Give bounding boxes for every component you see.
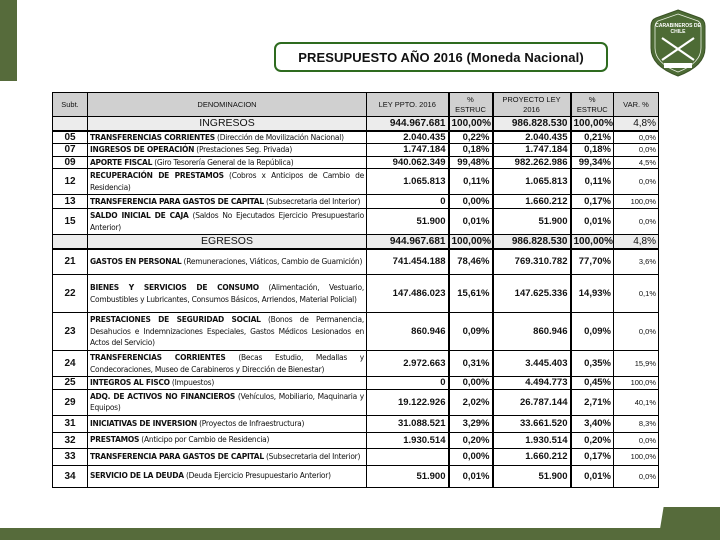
table-row bbox=[53, 249, 659, 275]
row-subt-code: 25 bbox=[53, 377, 88, 390]
row-subt-code: 05 bbox=[53, 131, 88, 144]
row-denominacion-detail: (Prestaciones Seg. Privada) bbox=[194, 145, 293, 154]
row-denominacion-title: TRANSFERENCIA PARA GASTOS DE CAPITAL bbox=[90, 451, 264, 461]
row-denominacion bbox=[88, 275, 367, 313]
row-denominacion-detail: (Alimentación, Vestuario, Combustibles y Lubricantes, Consumos Básicos, Arriendos, Material Policial) bbox=[90, 283, 364, 304]
page-title: PRESUPUESTO AÑO 2016 (Moneda Nacional) bbox=[274, 42, 608, 72]
carabineros-shield-logo-icon bbox=[648, 8, 708, 78]
row-subt-code: 22 bbox=[53, 275, 88, 313]
row-denominacion-title: TRANSFERENCIAS CORRIENTES bbox=[90, 353, 226, 362]
row-subt-code: 32 bbox=[53, 432, 88, 448]
row-pct-proyecto: 0,45% bbox=[571, 377, 614, 390]
row-proyecto: 33.661.520 bbox=[493, 415, 571, 432]
row-proyecto: 982.262.986 bbox=[493, 156, 571, 169]
table-row bbox=[53, 144, 659, 157]
row-denominacion-title: TRANSFERENCIAS CORRIENTES bbox=[90, 132, 215, 142]
row-pct-proyecto: 0,01% bbox=[571, 209, 614, 235]
row-proyecto: 1.065.813 bbox=[493, 169, 571, 195]
row-var: 0,0% bbox=[614, 131, 659, 144]
row-denominacion-detail: (Dirección de Movilización Nacional) bbox=[214, 132, 344, 142]
table-header-row bbox=[53, 93, 659, 117]
row-denominacion-title: TRANSFERENCIA PARA GASTOS DE CAPITAL bbox=[90, 196, 264, 206]
section-pct-ley-total: 100,00% bbox=[449, 117, 493, 131]
row-denominacion-detail: (Subsecretaria del Interior) bbox=[263, 451, 361, 461]
table-row bbox=[53, 156, 659, 169]
table-row bbox=[53, 432, 659, 448]
row-pct-proyecto: 3,40% bbox=[571, 415, 614, 432]
row-pct-ley: 0,00% bbox=[449, 448, 493, 465]
row-denominacion-detail: (Bonos de Permanencia, Desahucios e Indemnizaciones Especiales, Gastos Médicos Lesionados en Actos del Servicio) bbox=[90, 315, 364, 348]
row-denominacion bbox=[88, 144, 367, 157]
row-denominacion-detail: (Saldos No Ejecutados Ejercicio Presupuestario Anterior) bbox=[90, 211, 364, 232]
section-subt-empty bbox=[53, 235, 88, 249]
row-proyecto: 26.787.144 bbox=[493, 389, 571, 415]
row-proyecto: 1.660.212 bbox=[493, 195, 571, 209]
budget-table bbox=[52, 92, 659, 488]
row-ley-ppto bbox=[367, 448, 449, 465]
svg-text:CHILE: CHILE bbox=[670, 29, 686, 35]
header-denominacion: DENOMINACION bbox=[88, 93, 367, 117]
section-ley-total: 944.967.681 bbox=[367, 235, 449, 249]
row-proyecto: 1.930.514 bbox=[493, 432, 571, 448]
table-row bbox=[53, 195, 659, 209]
row-denominacion bbox=[88, 156, 367, 169]
row-denominacion-detail: (Proyectos de Infraestructura) bbox=[196, 418, 305, 428]
row-ley-ppto: 1.065.813 bbox=[367, 169, 449, 195]
row-ley-ppto: 1.930.514 bbox=[367, 432, 449, 448]
section-var-total: 4,8% bbox=[614, 235, 659, 249]
row-pct-ley: 2,02% bbox=[449, 389, 493, 415]
row-ley-ppto: 31.088.521 bbox=[367, 415, 449, 432]
row-proyecto: 147.625.336 bbox=[493, 275, 571, 313]
header-var-pct: VAR. % bbox=[614, 93, 659, 117]
table-row bbox=[53, 313, 659, 351]
row-pct-ley: 99,48% bbox=[449, 156, 493, 169]
section-var-total: 4,8% bbox=[614, 117, 659, 131]
section-label: EGRESOS bbox=[88, 235, 367, 249]
row-denominacion bbox=[88, 415, 367, 432]
egresos-section-row bbox=[53, 235, 659, 249]
row-subt-code: 29 bbox=[53, 389, 88, 415]
row-var: 4,5% bbox=[614, 156, 659, 169]
row-var: 100,0% bbox=[614, 195, 659, 209]
row-ley-ppto: 1.747.184 bbox=[367, 144, 449, 157]
section-pct-ley-total: 100,00% bbox=[449, 235, 493, 249]
row-denominacion bbox=[88, 169, 367, 195]
row-denominacion bbox=[88, 195, 367, 209]
header-pct-estruc-proyecto: % ESTRUC bbox=[571, 93, 614, 117]
row-pct-proyecto: 99,34% bbox=[571, 156, 614, 169]
row-var: 0,0% bbox=[614, 465, 659, 487]
row-denominacion-title: RECUPERACIÓN DE PRESTAMOS bbox=[90, 171, 224, 180]
row-subt-code: 31 bbox=[53, 415, 88, 432]
row-subt-code: 24 bbox=[53, 351, 88, 377]
row-proyecto: 860.946 bbox=[493, 313, 571, 351]
row-denominacion-detail: (Impuestos) bbox=[169, 378, 215, 387]
header-pct-estruc-ley: % ESTRUC bbox=[449, 93, 493, 117]
row-ley-ppto: 741.454.188 bbox=[367, 249, 449, 275]
row-denominacion bbox=[88, 432, 367, 448]
row-denominacion-detail: (Cobros x Anticipos de Cambio de Residencia) bbox=[90, 171, 364, 192]
row-proyecto: 769.310.782 bbox=[493, 249, 571, 275]
row-denominacion bbox=[88, 465, 367, 487]
row-denominacion-detail: (Giro Tesorería General de la República) bbox=[152, 157, 294, 167]
section-pct-proyecto-total: 100,00% bbox=[571, 235, 614, 249]
row-denominacion-title: SALDO INICIAL DE CAJA bbox=[90, 211, 189, 220]
row-subt-code: 09 bbox=[53, 156, 88, 169]
row-denominacion-title: BIENES Y SERVICIOS DE CONSUMO bbox=[90, 283, 259, 292]
row-pct-proyecto: 0,18% bbox=[571, 144, 614, 157]
row-ley-ppto: 940.062.349 bbox=[367, 156, 449, 169]
row-pct-proyecto: 0,35% bbox=[571, 351, 614, 377]
row-subt-code: 33 bbox=[53, 448, 88, 465]
row-pct-proyecto: 0,09% bbox=[571, 313, 614, 351]
row-pct-proyecto: 2,71% bbox=[571, 389, 614, 415]
row-subt-code: 07 bbox=[53, 144, 88, 157]
row-denominacion-title: PRESTAMOS bbox=[90, 435, 140, 445]
row-denominacion-title: GASTOS EN PERSONAL bbox=[90, 257, 182, 266]
row-subt-code: 15 bbox=[53, 209, 88, 235]
row-ley-ppto: 0 bbox=[367, 377, 449, 390]
row-pct-ley: 0,01% bbox=[449, 465, 493, 487]
row-proyecto: 4.494.773 bbox=[493, 377, 571, 390]
header-subt: Subt. bbox=[53, 93, 88, 117]
row-denominacion-detail: (Becas Estudio, Medallas y Condecoraciones, Museo de Carabineros y Dirección de Bienestar) bbox=[90, 353, 364, 374]
bottom-right-green-tab bbox=[660, 507, 720, 529]
row-proyecto: 51.900 bbox=[493, 209, 571, 235]
row-ley-ppto: 2.972.663 bbox=[367, 351, 449, 377]
section-proyecto-total: 986.828.530 bbox=[493, 117, 571, 131]
row-var: 0,0% bbox=[614, 169, 659, 195]
row-pct-ley: 0,18% bbox=[449, 144, 493, 157]
row-var: 100,0% bbox=[614, 448, 659, 465]
row-denominacion bbox=[88, 351, 367, 377]
row-var: 0,0% bbox=[614, 144, 659, 157]
row-pct-ley: 0,00% bbox=[449, 195, 493, 209]
row-proyecto: 2.040.435 bbox=[493, 131, 571, 144]
row-var: 0,0% bbox=[614, 209, 659, 235]
row-pct-ley: 0,22% bbox=[449, 131, 493, 144]
row-ley-ppto: 19.122.926 bbox=[367, 389, 449, 415]
row-ley-ppto: 2.040.435 bbox=[367, 131, 449, 144]
row-denominacion bbox=[88, 209, 367, 235]
row-pct-proyecto: 77,70% bbox=[571, 249, 614, 275]
row-var: 15,9% bbox=[614, 351, 659, 377]
row-denominacion-title: APORTE FISCAL bbox=[90, 157, 153, 167]
row-denominacion bbox=[88, 389, 367, 415]
table-row bbox=[53, 275, 659, 313]
section-proyecto-total: 986.828.530 bbox=[493, 235, 571, 249]
row-pct-ley: 0,31% bbox=[449, 351, 493, 377]
row-proyecto: 51.900 bbox=[493, 465, 571, 487]
row-var: 3,6% bbox=[614, 249, 659, 275]
section-pct-proyecto-total: 100,00% bbox=[571, 117, 614, 131]
row-var: 40,1% bbox=[614, 389, 659, 415]
bottom-green-bar bbox=[0, 528, 720, 540]
row-denominacion bbox=[88, 377, 367, 390]
row-subt-code: 13 bbox=[53, 195, 88, 209]
row-denominacion-title: ADQ. DE ACTIVOS NO FINANCIEROS bbox=[90, 391, 236, 401]
row-denominacion-detail: (Vehículos, Mobiliario, Maquinaria y Equipos) bbox=[90, 391, 364, 412]
header-proyecto-ley: PROYECTO LEY 2016 bbox=[493, 93, 571, 117]
row-pct-ley: 0,20% bbox=[449, 432, 493, 448]
row-pct-proyecto: 0,17% bbox=[571, 195, 614, 209]
row-proyecto: 3.445.403 bbox=[493, 351, 571, 377]
left-green-accent-bar bbox=[0, 0, 17, 81]
row-ley-ppto: 147.486.023 bbox=[367, 275, 449, 313]
row-denominacion-detail: (Deuda Ejercicio Presupuestario Anterior) bbox=[183, 471, 331, 481]
row-proyecto: 1.660.212 bbox=[493, 448, 571, 465]
row-denominacion-detail: (Remuneraciones, Viáticos, Cambio de Guarnición) bbox=[181, 257, 363, 266]
row-denominacion bbox=[88, 249, 367, 275]
row-denominacion-title: SERVICIO DE LA DEUDA bbox=[90, 471, 184, 481]
row-var: 8,3% bbox=[614, 415, 659, 432]
row-denominacion-detail: (Subsecretaria del Interior) bbox=[263, 196, 361, 206]
row-var: 0,1% bbox=[614, 275, 659, 313]
table-row bbox=[53, 169, 659, 195]
table-row bbox=[53, 131, 659, 144]
row-pct-ley: 78,46% bbox=[449, 249, 493, 275]
row-var: 100,0% bbox=[614, 377, 659, 390]
row-denominacion bbox=[88, 448, 367, 465]
row-proyecto: 1.747.184 bbox=[493, 144, 571, 157]
section-ley-total: 944.967.681 bbox=[367, 117, 449, 131]
section-subt-empty bbox=[53, 117, 88, 131]
row-pct-proyecto: 0,01% bbox=[571, 465, 614, 487]
row-denominacion-detail: (Anticipo por Cambio de Residencia) bbox=[139, 435, 270, 445]
row-pct-ley: 15,61% bbox=[449, 275, 493, 313]
row-pct-proyecto: 0,21% bbox=[571, 131, 614, 144]
row-pct-ley: 0,01% bbox=[449, 209, 493, 235]
row-denominacion-title: INICIATIVAS DE INVERSION bbox=[90, 418, 197, 428]
row-pct-proyecto: 0,20% bbox=[571, 432, 614, 448]
row-subt-code: 21 bbox=[53, 249, 88, 275]
table-row bbox=[53, 377, 659, 390]
table-row bbox=[53, 389, 659, 415]
row-denominacion-title: INTEGROS AL FISCO bbox=[90, 378, 170, 387]
row-pct-proyecto: 0,17% bbox=[571, 448, 614, 465]
row-subt-code: 12 bbox=[53, 169, 88, 195]
row-ley-ppto: 51.900 bbox=[367, 465, 449, 487]
row-subt-code: 34 bbox=[53, 465, 88, 487]
row-ley-ppto: 0 bbox=[367, 195, 449, 209]
row-denominacion-title: INGRESOS DE OPERACIÓN bbox=[90, 145, 195, 154]
header-ley-ppto: LEY PPTO. 2016 bbox=[367, 93, 449, 117]
row-pct-proyecto: 14,93% bbox=[571, 275, 614, 313]
row-pct-ley: 0,09% bbox=[449, 313, 493, 351]
row-pct-ley: 3,29% bbox=[449, 415, 493, 432]
row-var: 0,0% bbox=[614, 313, 659, 351]
table-row bbox=[53, 448, 659, 465]
table-row bbox=[53, 209, 659, 235]
table-row bbox=[53, 415, 659, 432]
row-denominacion bbox=[88, 131, 367, 144]
row-pct-ley: 0,00% bbox=[449, 377, 493, 390]
row-var: 0,0% bbox=[614, 432, 659, 448]
row-denominacion-title: PRESTACIONES DE SEGURIDAD SOCIAL bbox=[90, 315, 261, 325]
row-ley-ppto: 51.900 bbox=[367, 209, 449, 235]
table-row bbox=[53, 465, 659, 487]
ingresos-section-row bbox=[53, 117, 659, 131]
row-pct-proyecto: 0,11% bbox=[571, 169, 614, 195]
section-label: INGRESOS bbox=[88, 117, 367, 131]
row-subt-code: 23 bbox=[53, 313, 88, 351]
row-pct-ley: 0,11% bbox=[449, 169, 493, 195]
table-row bbox=[53, 351, 659, 377]
row-denominacion bbox=[88, 313, 367, 351]
row-ley-ppto: 860.946 bbox=[367, 313, 449, 351]
svg-text:CARABINEROS DE: CARABINEROS DE bbox=[655, 23, 701, 29]
